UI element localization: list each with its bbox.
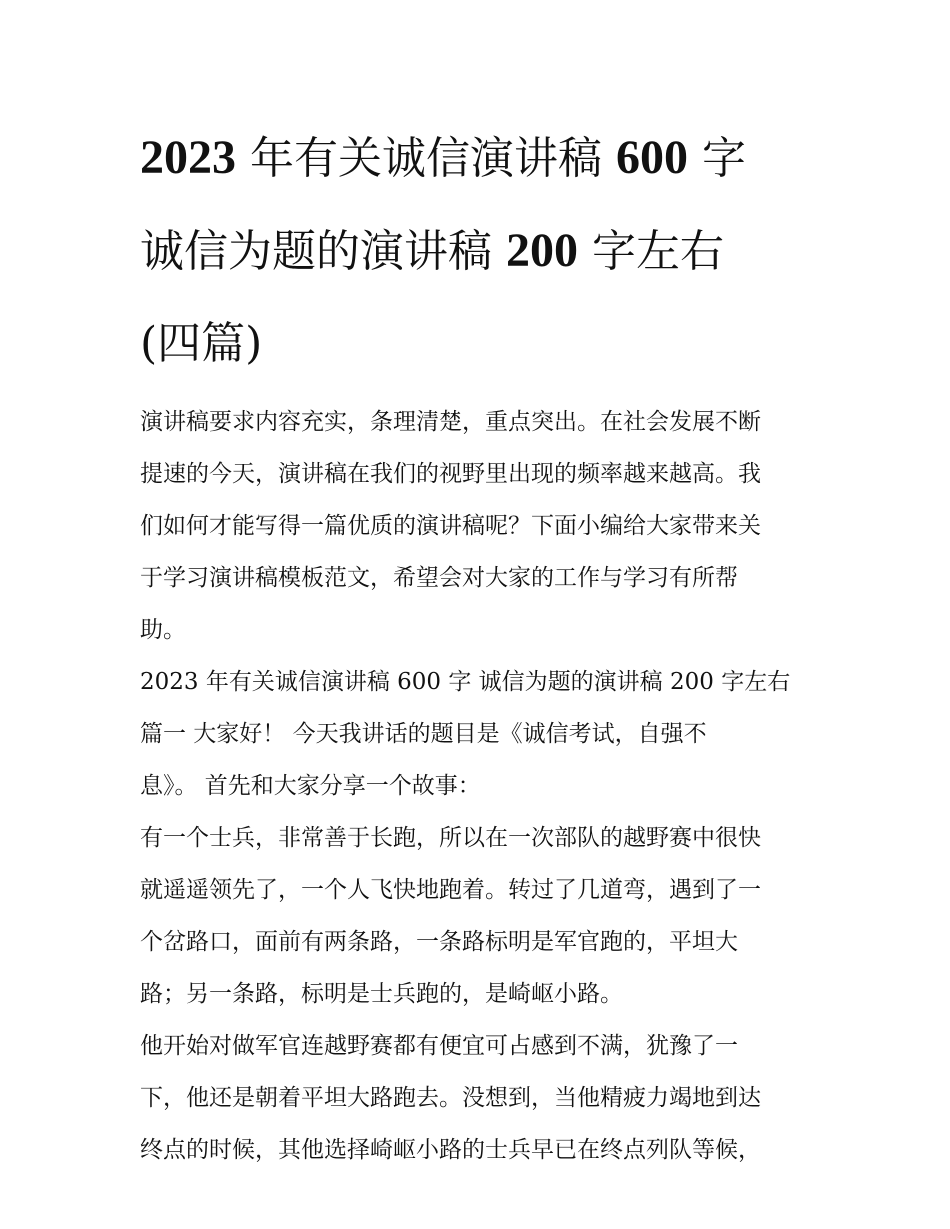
paragraph-story-continued — [140, 1020, 820, 1176]
paragraph-intro — [140, 396, 820, 656]
title-line-3: (四篇) — [140, 318, 263, 369]
text-line: 演讲稿要求内容充实，条理清楚，重点突出。在社会发展不断 — [140, 409, 761, 435]
document-title — [140, 112, 820, 390]
text-line: 们如何才能写得一篇优质的演讲稿呢？下面小编给大家带来关 — [140, 513, 761, 539]
title-text: 诚信为题的演讲稿 — [140, 226, 506, 277]
text-line: 他开始对做军官连越野赛都有便宜可占感到不满，犹豫了一 — [140, 1033, 738, 1059]
text-line: 路；另一条路，标明是士兵跑的，是崎岖小路。 — [140, 981, 623, 1007]
paragraph-story — [140, 812, 820, 1020]
title-line-2 — [140, 205, 820, 298]
document-body — [140, 396, 820, 1176]
title-text: 字左右 — [578, 226, 724, 277]
title-text: 年有关诚信演讲稿 — [236, 133, 616, 184]
text-line: 助。 — [140, 617, 186, 643]
title-line-1 — [140, 112, 820, 205]
text-line: 于学习演讲稿模板范文，希望会对大家的工作与学习有所帮 — [140, 565, 738, 591]
text-line: 就遥遥领先了，一个人飞快地跑着。转过了几道弯，遇到了一 — [140, 877, 761, 903]
title-text: 字 — [687, 133, 746, 184]
text-line: 终点的时候，其他选择崎岖小路的士兵早已在终点列队等候， — [140, 1137, 761, 1163]
text-line: 提速的今天，演讲稿在我们的视野里出现的频率越来越高。我 — [140, 461, 761, 487]
text-line: 有一个士兵，非常善于长跑，所以在一次部队的越野赛中很快 — [140, 825, 761, 851]
text-line: 篇一 大家好！ 今天我讲话的题目是《诚信考试，自强不 — [140, 721, 707, 747]
text-line: 息》。 首先和大家分享一个故事： — [140, 773, 481, 799]
document-page — [140, 112, 820, 1176]
text-line: 2023 年有关诚信演讲稿 600 字 诚信为题的演讲稿 200 字左右 — [140, 669, 791, 695]
title-number: 200 — [506, 224, 578, 277]
title-year: 2023 — [140, 131, 236, 184]
title-number: 600 — [615, 131, 688, 184]
paragraph-heading — [140, 656, 820, 812]
text-line: 下，他还是朝着平坦大路跑去。没想到，当他精疲力竭地到达 — [140, 1085, 761, 1111]
text-line: 个岔路口，面前有两条路，一条路标明是军官跑的，平坦大 — [140, 929, 738, 955]
